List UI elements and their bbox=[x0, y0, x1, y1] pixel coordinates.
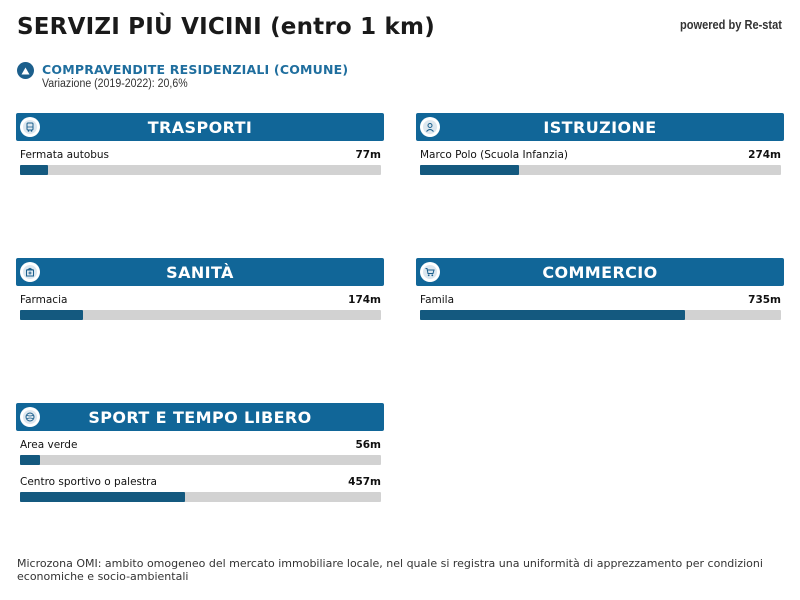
powered-by-label: powered by Re-stat bbox=[680, 17, 782, 32]
card-title: ISTRUZIONE bbox=[543, 117, 657, 137]
distance-bar bbox=[20, 165, 381, 175]
card-title: SANITÀ bbox=[166, 262, 234, 282]
hospital-icon bbox=[20, 262, 40, 282]
distance-bar bbox=[420, 310, 781, 320]
card-header-istruzione bbox=[416, 113, 784, 141]
item-name: Farmacia bbox=[20, 293, 68, 306]
item-distance: 274m bbox=[748, 148, 781, 161]
item-distance: 174m bbox=[348, 293, 381, 306]
item-distance: 457m bbox=[348, 475, 381, 488]
card-header-trasporti bbox=[16, 113, 384, 141]
list-item bbox=[20, 474, 381, 502]
distance-bar bbox=[20, 492, 381, 502]
distance-bar-fill bbox=[420, 165, 519, 175]
list-item bbox=[20, 147, 381, 175]
triangle-up-icon bbox=[17, 62, 34, 79]
footer-note: Microzona OMI: ambito omogeneo del mercato immobiliare locale, nel quale si registra una uniformità di apprezzamento per condizioni economiche e socio-ambientali bbox=[17, 557, 763, 583]
distance-bar-fill bbox=[20, 455, 40, 465]
stat-subtitle: Variazione (2019-2022): 20,6% bbox=[42, 78, 188, 90]
card-sanita bbox=[16, 258, 384, 320]
card-title: COMMERCIO bbox=[542, 262, 658, 282]
distance-bar bbox=[20, 310, 381, 320]
list-item bbox=[20, 292, 381, 320]
item-name: Centro sportivo o palestra bbox=[20, 475, 157, 488]
distance-bar-fill bbox=[20, 492, 185, 502]
distance-bar bbox=[20, 455, 381, 465]
distance-bar bbox=[420, 165, 781, 175]
card-title: SPORT E TEMPO LIBERO bbox=[88, 407, 312, 427]
card-header-sport bbox=[16, 403, 384, 431]
item-name: Area verde bbox=[20, 438, 78, 451]
item-distance: 56m bbox=[355, 438, 381, 451]
shopping-cart-icon bbox=[420, 262, 440, 282]
page-title: SERVIZI PIÙ VICINI (entro 1 km) bbox=[17, 14, 435, 40]
item-name: Fermata autobus bbox=[20, 148, 110, 161]
item-name: Marco Polo (Scuola Infanzia) bbox=[420, 148, 568, 161]
card-istruzione bbox=[416, 113, 784, 175]
list-item bbox=[420, 147, 781, 175]
item-distance: 77m bbox=[355, 148, 381, 161]
tennis-ball-icon bbox=[20, 407, 40, 427]
student-icon bbox=[420, 117, 440, 137]
bus-icon bbox=[20, 117, 40, 137]
distance-bar-fill bbox=[20, 165, 48, 175]
card-header-sanita bbox=[16, 258, 384, 286]
card-trasporti bbox=[16, 113, 384, 175]
stat-title: COMPRAVENDITE RESIDENZIALI (COMUNE) bbox=[42, 62, 349, 77]
distance-bar-fill bbox=[20, 310, 83, 320]
card-header-commercio bbox=[416, 258, 784, 286]
list-item bbox=[420, 292, 781, 320]
card-commercio bbox=[416, 258, 784, 320]
card-title: TRASPORTI bbox=[147, 117, 253, 137]
distance-bar-fill bbox=[420, 310, 685, 320]
card-sport bbox=[16, 403, 384, 502]
item-distance: 735m bbox=[748, 293, 781, 306]
item-name: Famila bbox=[420, 293, 455, 306]
list-item bbox=[20, 437, 381, 465]
